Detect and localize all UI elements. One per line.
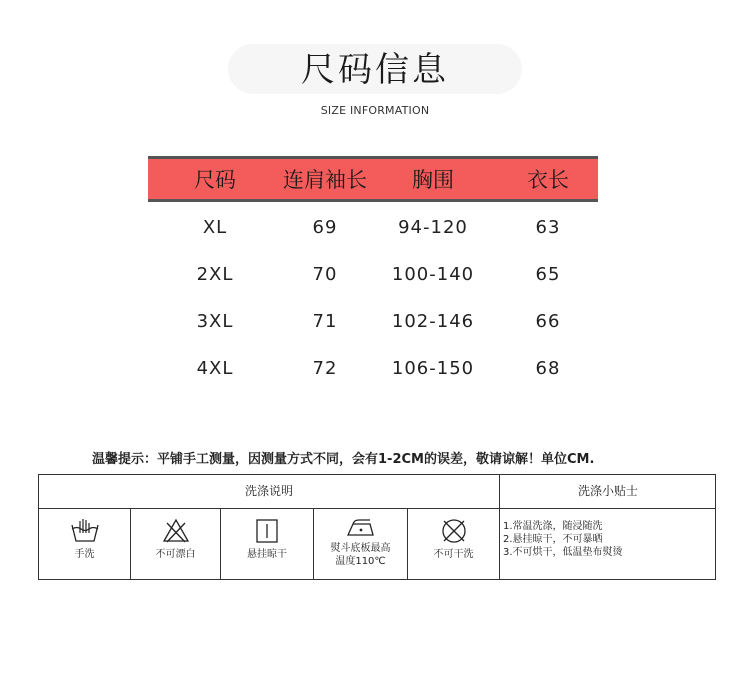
care-tips-list bbox=[503, 520, 623, 559]
list-item: 3.不可烘干，低温垫布熨烫 bbox=[503, 547, 623, 558]
size-table bbox=[148, 156, 598, 392]
measurement-tip: 温馨提示：平铺手工测量，因测量方式不同，会有1-2CM的误差，敬请谅解！单位CM. bbox=[92, 452, 595, 467]
table-row bbox=[148, 345, 598, 392]
sleeve-cell: 70 bbox=[312, 264, 338, 285]
length-cell: 65 bbox=[535, 264, 561, 285]
size-cell: 3XL bbox=[196, 311, 234, 332]
hand-wash-icon bbox=[69, 517, 101, 545]
table-row bbox=[148, 204, 598, 251]
chest-cell: 106-150 bbox=[391, 358, 475, 379]
no-dry-clean-icon bbox=[438, 517, 470, 545]
size-cell: 2XL bbox=[196, 264, 234, 285]
care-label-line2: 温度110℃ bbox=[335, 556, 386, 567]
no-bleach-icon bbox=[160, 517, 192, 545]
iron-icon bbox=[344, 517, 378, 539]
list-item: 2.悬挂晾干，不可暴晒 bbox=[503, 534, 603, 545]
care-tips-title: 洗涤小贴士 bbox=[499, 475, 716, 508]
column-header-sleeve-length: 连肩袖长 bbox=[283, 168, 367, 192]
chest-cell: 102-146 bbox=[391, 311, 475, 332]
column-header-length: 衣长 bbox=[527, 168, 569, 192]
care-label: 手洗 bbox=[74, 549, 95, 560]
sleeve-cell: 69 bbox=[312, 217, 338, 238]
list-item: 1.常温洗涤，随浸随洗 bbox=[503, 521, 603, 532]
care-symbol-hand-wash bbox=[39, 509, 130, 579]
care-label-line1: 熨斗底板最高 bbox=[330, 543, 391, 554]
care-table-header bbox=[39, 475, 715, 509]
chest-cell: 94-120 bbox=[398, 217, 468, 238]
table-row bbox=[148, 251, 598, 298]
size-cell: 4XL bbox=[196, 358, 234, 379]
page-subtitle: SIZE INFORMATION bbox=[320, 104, 430, 117]
sleeve-cell: 71 bbox=[312, 311, 338, 332]
column-header-chest: 胸围 bbox=[412, 168, 454, 192]
table-row bbox=[148, 298, 598, 345]
size-table-header bbox=[148, 156, 598, 202]
divider bbox=[499, 509, 500, 579]
size-cell: XL bbox=[202, 217, 228, 238]
care-label: 不可漂白 bbox=[155, 549, 196, 560]
care-label: 不可干洗 bbox=[433, 549, 474, 560]
care-symbol-no-dry-clean bbox=[408, 509, 499, 579]
length-cell: 68 bbox=[535, 358, 561, 379]
care-instructions-title: 洗涤说明 bbox=[244, 484, 293, 498]
page-title: 尺码信息 bbox=[301, 50, 449, 90]
care-symbol-hang-dry bbox=[221, 509, 313, 579]
care-label: 悬挂晾干 bbox=[247, 549, 287, 560]
care-symbol-iron bbox=[314, 509, 407, 579]
length-cell: 66 bbox=[535, 311, 561, 332]
sleeve-cell: 72 bbox=[312, 358, 338, 379]
care-symbol-no-bleach bbox=[131, 509, 220, 579]
hang-dry-icon bbox=[251, 517, 283, 545]
chest-cell: 100-140 bbox=[391, 264, 475, 285]
column-header-size: 尺码 bbox=[194, 168, 236, 192]
length-cell: 63 bbox=[535, 217, 561, 238]
